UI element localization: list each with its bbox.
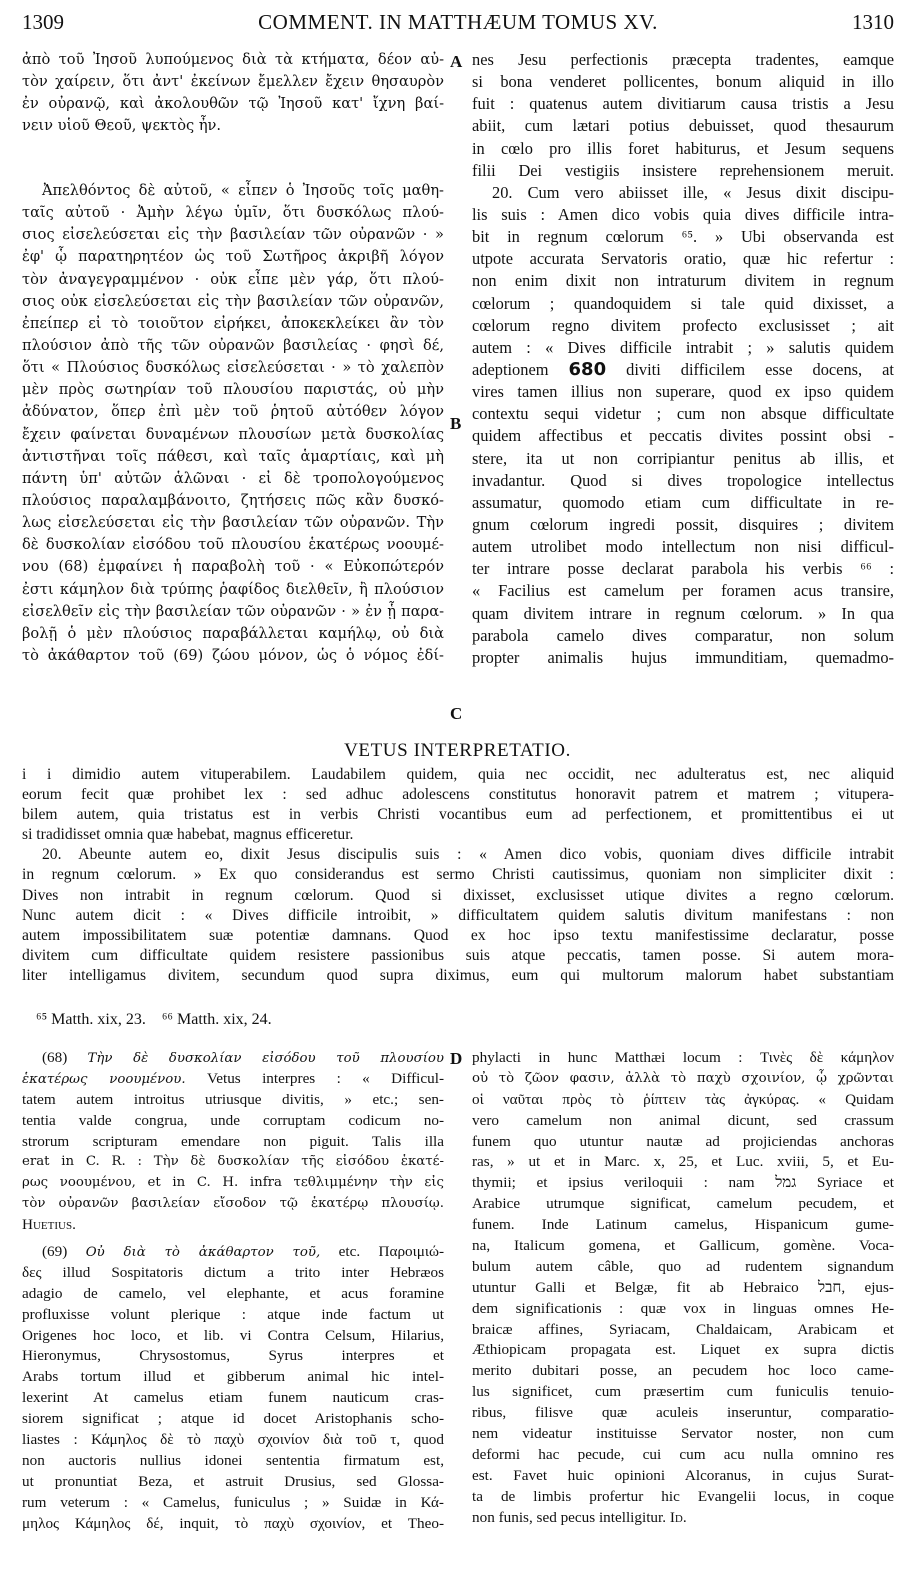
note-line: utuntur Galli et Belgæ, fit ab Hebraico חבל, ejus- bbox=[472, 1278, 894, 1296]
page-number-left: 1309 bbox=[22, 10, 64, 34]
note-line: erat in C. R. : Τὴν δὲ δυσκολίαν τῆς εἰσόδου ἑκατέ- bbox=[22, 1154, 444, 1170]
scripture-references bbox=[36, 1011, 272, 1029]
note-line: non auctoris nullius idonei sententia firmatum est, bbox=[22, 1451, 444, 1469]
latin-line: parabola camelo dives comparatur, non solum bbox=[472, 625, 894, 645]
greek-column-cont bbox=[22, 180, 444, 667]
note-line: funem. Inde Latinum camelus, Hispanicum gume- bbox=[472, 1216, 894, 1234]
greek-line: πλούσιον ἀπὸ τῆς τῶν οὐρανῶν βασιλείας · φησὶ δέ, bbox=[22, 336, 444, 354]
notes-left-column bbox=[22, 1048, 444, 1534]
notes-right-column bbox=[472, 1048, 894, 1528]
note-line: ras, » ut et in Marc. x, 25, et Luc. xviii, 5, et Eu- bbox=[472, 1153, 894, 1171]
latin-column bbox=[472, 49, 894, 669]
latin-line: nes Jesu perfectionis præcepta tradentes, eamque bbox=[472, 50, 894, 69]
note-line: nem videatur instituisse Servator noster, non cum bbox=[472, 1425, 894, 1443]
note-lemma: ἑκατέρως νοουμένου. bbox=[22, 1071, 186, 1087]
running-title: COMMENT. IN MATTHÆUM TOMUS XV. bbox=[258, 10, 658, 34]
latin-line: autem utrolibet modo intellectum non nisi difficul- bbox=[472, 537, 894, 557]
latin-line: utpote accurata Servatoris oratio, quæ hic refertur : bbox=[472, 249, 894, 269]
latin-line: propter animalis hujus immunditiam, quemadmo- bbox=[472, 647, 894, 667]
vetus-line: bilem autem, quia tristatus est in verbis Christi vocantibus eum ad perfectionem, et promittentibus ei ut bbox=[22, 806, 894, 824]
ref-text: Matth. xix, 23. bbox=[51, 1011, 146, 1028]
section-title: VETUS INTERPRETATIO. bbox=[344, 740, 571, 761]
greek-line: πλούσιος παραλαμβάνοιτο, ζητήσεις πῶς κἂν δυσκό- bbox=[22, 491, 444, 509]
note-line: Hieronymus, Chrysostomus, Syrus interpres et bbox=[22, 1347, 444, 1365]
note-line: ribus, filisve quæ aculeis inseruntur, comparatio- bbox=[472, 1404, 894, 1422]
note-line: phylacti in hunc Matthæi locum : Τινὲς δὲ κάμηλον bbox=[472, 1049, 894, 1066]
greek-line: μὲν πρὸς σωτηρίαν τοῦ πλουσίου παριστάς, οὐ μὴν bbox=[22, 381, 444, 399]
note-line: ta de limbis profertur hic Evangelii locus, in coque bbox=[472, 1487, 894, 1505]
latin-text: adeptionem bbox=[472, 359, 549, 379]
vetus-line: 20. Abeunte autem eo, dixit Jesus discipulis suis : « Amen dico vobis, quoniam dives difficile intrabit bbox=[42, 846, 894, 864]
note-line: rum veterum : « Camelus, funiculus ; » Suidæ in Κά- bbox=[22, 1493, 444, 1511]
note-line: οἱ ναῦται πρὸς τὸ ῥίπτειν τὰς ἀγκύρας. « Quidam bbox=[472, 1090, 894, 1108]
greek-line: τὸν ἀναγεγραμμένον · οὐκ εἶπε μὲν γάρ, ὅτι πλού- bbox=[22, 270, 444, 288]
note-line: deformi hac pecude, cui cum acu nulla omnino res bbox=[472, 1445, 894, 1463]
note-line: siorem significat ; atque id docet Aristophanis scho- bbox=[22, 1410, 444, 1428]
greek-line: σιος εἰσελεύσεται εἰς τὴν βασιλείαν τῶν οὐρανῶν · » bbox=[22, 226, 444, 244]
greek-line: δὲ δυσκολίαν εἰσόδου τοῦ πλουσίου ἑκατέρως νοουμέ- bbox=[22, 536, 444, 554]
latin-line: si bona venderet pollicentes, bonum aliquid in illo bbox=[472, 72, 894, 92]
latin-line: abiit, cum lætari potius debuisset, quod thesaurum bbox=[472, 116, 894, 136]
latin-line: cœlorum ; quandoquidem si tale quid dixisset, a bbox=[472, 293, 894, 313]
greek-line: ἀπὸ τοῦ Ἰησοῦ λυπούμενος διὰ τὰ κτήματα, δέον αὐ- bbox=[22, 51, 444, 68]
note-line: tentia valde congrua, unde corruptam codicum no- bbox=[22, 1111, 444, 1129]
latin-line: bit in regnum cœlorum ⁶⁵. » Ubi observanda est bbox=[472, 227, 894, 247]
greek-line: πάντη ὑπ' αὐτῶν ἁλῶναι · εἰ δὲ τροπολογούμενος bbox=[22, 469, 444, 487]
latin-line: fuit : quatenus autem divitiarum causa tristis a Jesu bbox=[472, 94, 894, 114]
vetus-line: autem impossibilitatem suæ potentiæ damnans. Quod ex hoc ipso textu manifestissime declaratur, posse bbox=[22, 926, 894, 944]
note-line: na, Italicum gomena, et Gallicum, gomène. Voca- bbox=[472, 1237, 894, 1255]
greek-line: λως εἰσελεύσεται εἰς τὴν βασιλείαν τῶν οὐρανῶν. Τὴν bbox=[22, 514, 444, 532]
note-lemma: Οὐ διὰ τὸ ἀκάθαρτον τοῦ, bbox=[85, 1245, 321, 1261]
greek-line: ἐστι κάμηλον διὰ τρύπης ῥαφίδος διελθεῖν, ἢ πλούσιον bbox=[22, 580, 444, 598]
margin-marker-c: C bbox=[450, 704, 463, 723]
note-signature: Huetius. bbox=[22, 1216, 76, 1234]
vetus-interpretatio bbox=[22, 765, 894, 986]
greek-line: ὅτι « Πλούσιος δυσκόλως εἰσελεύσεται · » τὸ χαλεπὸν bbox=[22, 359, 444, 377]
vetus-line: divitem cum difficultate quidem resistere passionibus suis atque peccatis, tamen posse. Si autem mora- bbox=[22, 946, 894, 964]
greek-line: τὸν χαίρειν, ὅτι ἀντ' ἐκείνων ἔμελλεν ἔχειν θησαυρὸν bbox=[22, 73, 444, 91]
page-number-right: 1310 bbox=[852, 10, 894, 34]
note-line: thymii; et ipsius veriloquii : nam גמל Syriace et bbox=[472, 1174, 894, 1192]
greek-line: ἐφ' ᾧ παρατηρητέον ὡς τοῦ Σωτῆρος ἀκριβῆ λόγον bbox=[22, 248, 444, 266]
latin-line: autem : « Dives difficile intrabit ; » salutis quidem bbox=[472, 337, 894, 357]
note-line: strorum scripturam emendare non piguit. Talis illa bbox=[22, 1132, 444, 1150]
greek-line: ἔχειν φαίνεται δυναμένων πλουσίων μετὰ δυσκολίας bbox=[22, 425, 444, 443]
latin-line: invadantur. Quod si dives tropologice intellectus bbox=[472, 470, 894, 490]
latin-line: contextu sequi videtur ; cum non absque difficultate bbox=[472, 404, 894, 424]
greek-line: εἰσελθεῖν εἰς τὴν βασιλείαν τῶν οὐρανῶν · » ἐν ᾗ παρα- bbox=[22, 602, 444, 620]
latin-line: quidem affectibus et peccatis divites possint obsi - bbox=[472, 426, 894, 446]
ref-text: Matth. xix, 24. bbox=[176, 1011, 272, 1028]
margin-marker-a: A bbox=[450, 52, 463, 71]
note-line: funem quo utuntur nautæ ad projiciendas anchoras bbox=[472, 1132, 894, 1150]
note-line: lexerint At camelus etiam funem nauticum cras- bbox=[22, 1389, 444, 1407]
greek-line: νου (68) ἐμφαίνει ἡ παραβολὴ τοῦ · « Εὐκοπώτερόν bbox=[22, 558, 444, 576]
greek-line: ἀντιστῆναι τοῖς πάθεσι, καὶ ταῖς ἁμαρτίαις, καὶ μὴ bbox=[22, 447, 444, 465]
note-line: braicæ affines, Syriacam, Chaldaicam, Arabicam et bbox=[472, 1320, 894, 1338]
latin-line: lis suis : Amen dico vobis quia dives difficile intra- bbox=[472, 204, 894, 224]
latin-text: diviti difficilem esse docens, at bbox=[626, 359, 894, 379]
note-line: profluxisse volunt plerique : atque inde factum ut bbox=[22, 1305, 444, 1323]
latin-line: filii Dei vestigiis insistere reprehensionem meruit. bbox=[472, 160, 894, 180]
latin-line: non enim dixit non intraturum divitem in regnum bbox=[472, 271, 894, 291]
note-line: τὸν οὐρανῶν βασιλείαν εἴσοδον τῷ ἑκατέρῳ πλουσίῳ. bbox=[22, 1196, 444, 1212]
latin-line: ter intrare posse declarat parabola his verbis ⁶⁶ : bbox=[472, 559, 894, 579]
margin-marker-d: D bbox=[450, 1049, 463, 1068]
vetus-line: si tradidisset omnia quæ habebat, magnus efficeretur. bbox=[22, 826, 354, 844]
note-line: ut pronuntiat Beza, et astruit Drusius, sed Glossa- bbox=[22, 1472, 444, 1490]
running-header bbox=[22, 10, 894, 40]
note-line: liastes : Κάμηλος δὲ τὸ παχὺ σχοινίον διὰ τοῦ τ, quod bbox=[22, 1431, 444, 1449]
greek-line: ἐπείπερ εἰ τὸ τοιοῦτον εἰρήκει, ἀποκεκλείκει ἂν τὸν bbox=[22, 314, 444, 332]
greek-line: Ἀπελθόντος δὲ αὐτοῦ, « εἶπεν ὁ Ἰησοῦς τοῖς μαθη- bbox=[42, 182, 444, 199]
vetus-line: in regnum cœlorum. » Ex quo considerandus est sermo Christi cautissimus, quoniam non simpliciter dixit : bbox=[22, 866, 894, 884]
greek-line: σιος οὐκ εἰσελεύσεται εἰς τὴν βασιλείαν τῶν οὐρανῶν, bbox=[22, 292, 444, 310]
note-line: ρως νοουμένου, et in C. H. infra τεθλιμμένην τὴν εἰς bbox=[22, 1175, 444, 1191]
latin-line: vires tamen illius non superare, quod ex ipso quidem bbox=[472, 382, 894, 402]
note-line: est. Favet huic opinioni Alcoranus, in cujus Surat- bbox=[472, 1466, 894, 1484]
latin-line: assumatur, quomodo etiam cum difficultate in re- bbox=[472, 492, 894, 512]
vetus-line: liter intelligamus divitem, secundum quod supra diximus, eum qui multorum malorum habet substantiam bbox=[22, 966, 894, 984]
note-line: bulum autem câble, quo ad rudentem signandum bbox=[472, 1257, 894, 1275]
note-line: δες illud Sospitatoris dictum a trito inter Hebræos bbox=[22, 1263, 444, 1281]
note-line: μηλος Κάμηλος δέ, inquit, τὸ παχὺ σχοινίον, et Theo- bbox=[22, 1514, 444, 1532]
note-line: (69) Οὐ διὰ τὸ ἀκάθαρτον τοῦ, etc. Παροιμιώ- bbox=[42, 1243, 444, 1261]
note-lemma: Τὴν δὲ δυσκολίαν εἰσόδου τοῦ πλουσίου bbox=[87, 1051, 444, 1066]
greek-line: βολῇ ὁ μὲν πλούσιος παραβάλλεται καμήλῳ, οὐ διὰ bbox=[22, 624, 444, 642]
note-line: merito dubitari posse, an pecudem hoc loco came- bbox=[472, 1362, 894, 1380]
greek-line: ἐν οὐρανῷ, καὶ ἀκολουθῶν τῷ Ἰησοῦ κατ' ἴχνη βαί- bbox=[22, 95, 444, 113]
greek-line: ταῖς αὐτοῦ · Ἀμὴν λέγω ὑμῖν, ὅτι δυσκόλως πλού- bbox=[22, 204, 444, 222]
latin-line-with-column-number bbox=[472, 359, 894, 381]
latin-line: quam divitem intrare in regnum cœlorum. » In qua bbox=[472, 603, 894, 623]
latin-line: 20. Cum vero abiisset ille, « Jesus dixit discipu- bbox=[492, 182, 894, 202]
latin-line: « Facilius est camelum per foramen acus transire, bbox=[472, 581, 894, 601]
latin-line: in cœlo pro illis foret habiturus, et Jesum sequens bbox=[472, 138, 894, 158]
latin-line: gnum cœlorum ingredi possit, disquires ; divitem bbox=[472, 514, 894, 534]
latin-line: stere, ita ut non corripiantur penitus ab illis, et bbox=[472, 448, 894, 468]
note-line: (68) Τὴν δὲ δυσκολίαν εἰσόδου τοῦ πλουσίου bbox=[42, 1049, 444, 1066]
ref-number: ⁶⁶ bbox=[161, 1011, 173, 1028]
vetus-line: i i dimidio autem vituperabilem. Laudabilem quidem, quia nec occidit, nec adulteratus est, nec aliquid bbox=[22, 766, 894, 783]
note-line: οὐ τὸ ζῶον φασιν, ἀλλὰ τὸ παχὺ σχοινίον, ᾧ χρῶνται bbox=[472, 1070, 894, 1086]
note-line: ἑκατέρως νοουμένου. Vetus interpres : « Difficul- bbox=[22, 1069, 444, 1087]
note-line: dem significationis : quæ vox in linguas omnes He- bbox=[472, 1299, 894, 1317]
margin-marker-b: B bbox=[450, 414, 462, 433]
note-line-last: non funis, sed pecus intelligitur. Id. bbox=[472, 1508, 687, 1526]
note-line: Origenes hoc loco, et lib. vi Contra Celsum, Hilarius, bbox=[22, 1326, 444, 1344]
note-signature: Id. bbox=[669, 1508, 687, 1526]
column-number: 680 bbox=[568, 358, 607, 380]
note-line: tatem autem introitus utriusque divitis, » etc.; sen- bbox=[22, 1090, 444, 1108]
note-line: Arabs tortum illud et gibberum animal hic intel- bbox=[22, 1368, 444, 1386]
greek-line: νειν υἱοῦ Θεοῦ, ψεκτὸς ἦν. bbox=[22, 117, 222, 135]
note-line: vero camelum non animal dicunt, sed crassum bbox=[472, 1111, 894, 1129]
note-line: adagio de camelo, vel elephante, et acus foramine bbox=[22, 1284, 444, 1302]
vetus-line: Nunc autem dicit : « Dives difficile introibit, » difficultatem quidem salutis divitum manifestans : non bbox=[22, 906, 894, 924]
note-line: lus significet, cum præsertim cum funiculis tenuio- bbox=[472, 1383, 894, 1401]
vetus-line: Dives non intrabit in regnum cœlorum. Quod si dixisset, exclusisset utique divites a regno cœlorum. bbox=[22, 886, 894, 904]
note-line: Æthiopicam propagata est. Liquet ex supra dictis bbox=[472, 1341, 894, 1359]
note-line: Arabice utrumque significat, camelum pecudem, et bbox=[472, 1195, 894, 1213]
latin-line: cœlorum regno divitem profecto exclusisset ; ait bbox=[472, 315, 894, 335]
greek-line: τὸ ἀκάθαρτον τοῦ (69) ζώου μόνον, ὡς ὁ νόμος ἐδί- bbox=[22, 646, 444, 664]
vetus-line: eorum fecit quæ prohibet lex : sed adhuc adolescens constitutus honoravit patrem et matrem ; vitupera- bbox=[22, 786, 894, 804]
greek-line: ἀδύνατον, ὅπερ ἐπὶ μὲν τοῦ ῥητοῦ αὐτόθεν λόγον bbox=[22, 403, 444, 421]
greek-column bbox=[22, 49, 444, 138]
ref-number: ⁶⁵ bbox=[36, 1011, 48, 1028]
